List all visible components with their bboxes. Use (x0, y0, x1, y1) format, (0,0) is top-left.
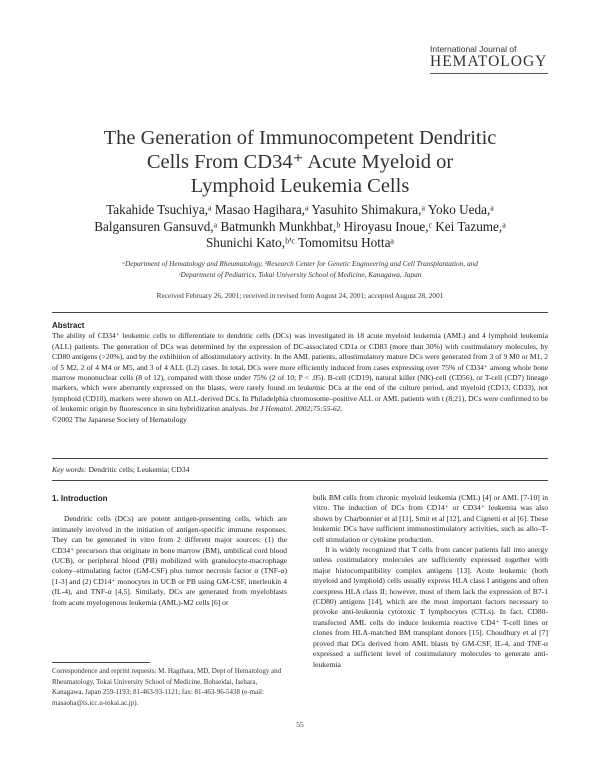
correspondence-footnote: Correspondence and reprint requests: M. Hagihara, MD, Dept of Hematology and Rheumatology, Tokai University School of Medicine, Bohseidai, Isehara, Kanagawa, Japan 259-1193; 81-463-93-1121; fax: 81-463-96-5438 (e-mail: masaoha@is.icc.u-tokai.ac.jp). (52, 667, 282, 707)
paragraph: Dendritic cells (DCs) are potent antigen-presenting cells, which are intimately involved in the initiation of antigen-specific immune responses. They can be generated in vitro from 2 different major sources: (1) the CD34⁺ precursors that originate in bone marrow (BM), umbilical cord blood (UCB), or peripheral blood (PB) mobilized with granulocyte-macrophage colony–stimulating factor (GM-CSF) plus tumor necrosis factor α (TNF-α) [1-3] and (2) CD14⁺ monocytes in UCB or PB using GM-CSF, interleukin 4 (IL-4), and TNF-α [4,5]. Similarly, DCs are generated from myeloblasts from acute myelogenous leukemia (AML)-M2 cells [6] or (52, 514, 287, 607)
left-column (52, 494, 287, 608)
abstract-top-rule (52, 312, 548, 313)
section-heading: 1. Introduction (52, 494, 108, 503)
paragraph: bulk BM cells from chronic myeloid leukemia (CML) [4] or AML [7-10] in vitro. The induction of DCs from CD14⁺ or CD34⁺ leukemia was also shown by Charbonnier et al [11], Smit et al [12], and Cignetti et al [6]. These leukemic DCs have sufficient immunostimulatory activities, such as allo–T-cell stimulation or cytokine production. (313, 493, 548, 544)
author-list (40, 202, 560, 252)
page-number: 55 (296, 720, 304, 729)
journal-name-line2: HEMATOLOGY (430, 53, 548, 70)
abstract (52, 321, 548, 425)
footnote-rule (52, 662, 150, 663)
keywords-top-rule (52, 458, 548, 459)
abstract-citation: Int J Hematol. 2002;75:55-62. (249, 404, 343, 414)
keywords (52, 465, 189, 474)
keywords-text: Dendritic cells; Leukemia; CD34 (88, 465, 190, 474)
title-line: The Generation of Immunocompetent Dendritic (103, 127, 497, 149)
affiliation-line: ᶜDepartment of Pediatrics, Tokai University School of Medicine, Kanagawa, Japan (178, 270, 422, 279)
paper-title (40, 126, 560, 198)
author-line: Takahide Tsuchiya,ᵃ Masao Hagihara,ᵃ Yasuhito Shimakura,ᵃ Yoko Ueda,ᵃ (106, 202, 494, 217)
abstract-body: The ability of CD34⁺ leukemic cells to differentiate to dendritic cells (DCs) was investigated in 18 acute myeloid leukemia (AML) and 4 lymphoid leukemia (ALL) patients. The generation of DCs was determined by the expression of DC-associated CD1a or CD83 (more than 30%) with costimulatory molecules, by CD80 antigens (>20%), and by the exhibition of allostimulatory activity. In the AML patients, allostimulatory mature DCs were generated from 3 of 9 M0 or M1, 2 of 5 M2, 2 of 4 M4 or M5, and 3 of 4 ALL (L2) cases. In total, DCs were more efficiently induced from cases expressing over 75% of CD34⁺ among whole bone marrow mononuclear cells (8 of 12), compared with those under 75% (2 of 10; P < .05). B-cell (CD19), natural killer (NK)-cell (CD56), or T-cell (CD7) lineage markers, which were aberrantly expressed on the blasts, were rarely found on leukemic DCs at the end of the culture period, and myeloid (CD13, CD33), not lymphoid (CD10), markers were shown on ALL-derived DCs. In Philadelphia chromosome–positive ALL or AML patients with t (8;21), DCs were confirmed to be of leukemic origin by fluorescence in situ hybridization analysis. (52, 331, 548, 414)
right-column (313, 493, 548, 670)
affiliations (40, 258, 560, 280)
received-dates: Received February 26, 2001; received in revised form August 24, 2001; accepted August 28, 2001 (156, 291, 444, 300)
keywords-label: Key words: (52, 465, 87, 474)
journal-rule (430, 73, 548, 74)
author-line: Shunichi Kato,ᵇ'ᶜ Tomomitsu Hottaᵃ (205, 235, 395, 250)
title-line: Cells From CD34⁺ Acute Myeloid or (146, 151, 454, 173)
affiliation-line: ᵃDepartment of Hematology and Rheumatology, ᵇResearch Center for Genetic Engineering and Cell Transplantation, and (122, 259, 478, 268)
journal-header (430, 44, 548, 74)
journal-name-line1: International Journal of (430, 44, 517, 54)
title-line: Lymphoid Leukemia Cells (190, 175, 410, 197)
abstract-heading: Abstract (52, 321, 85, 330)
paragraph: It is widely recognized that T cells from cancer patients fall into anergy unless costimulatory molecules are sufficiently expressed together with major histocompatibility complex antigens [13]. Acute leukemic (both myeloid and lymphoid) cells usually express HLA class I antigens and often coexpress HLA class II; however, most of them lack the expression of B7-1 (CD80) antigens [14], which are the most important factors necessary to provoke anti-leukemia cytotoxic T lymphocytes (CTLs). In fact, CD80-transfected AML cells do induce leukemia reactive CD4⁺ T-cell lines or clones from HLA-matched BM transplant donors [15]. Choudhury et al [7] proved that DCs derived from AML blasts by GM-CSF, IL-4, and TNF-α expressed a sufficient level of costimulatory molecules to generate anti-leukemia (313, 545, 548, 669)
abstract-copyright: ©2002 The Japanese Society of Hematology (52, 414, 187, 424)
keywords-bottom-rule (52, 480, 548, 481)
author-line: Balgansuren Gansuvd,ᵃ Batmunkh Munkhbat,ᵇ Hiroyasu Inoue,ᶜ Kei Tazume,ᵃ (94, 218, 506, 234)
